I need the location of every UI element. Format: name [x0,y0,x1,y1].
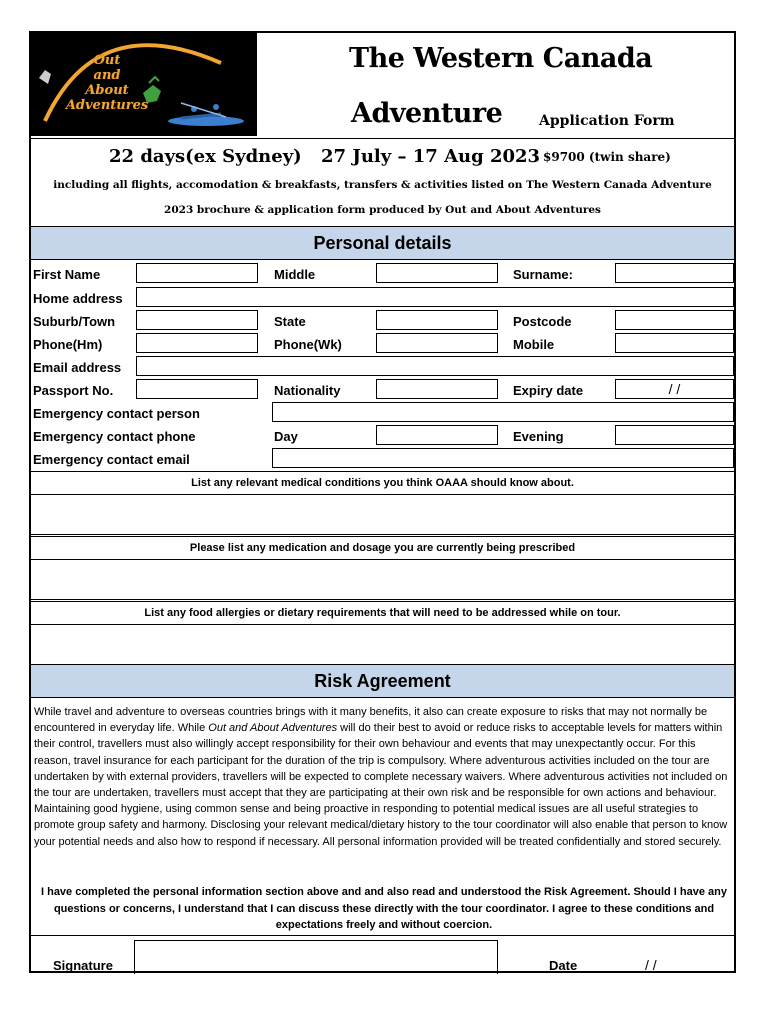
nationality-field[interactable] [376,379,498,399]
emergency-person-label: Emergency contact person [33,406,200,421]
suburb-field[interactable] [136,310,258,330]
date-field[interactable]: / / [645,957,657,973]
suburb-label: Suburb/Town [33,314,116,329]
nationality-label: Nationality [274,383,341,398]
postcode-field[interactable] [615,310,734,330]
phone-hm-label: Phone(Hm) [33,337,103,352]
allergies-heading: List any food allergies or dietary requirements that will need to be addressed while on tour. [31,601,734,625]
expiry-date-field[interactable]: / / [615,379,734,399]
medication-field[interactable] [31,560,734,600]
phone-wk-field[interactable] [376,333,498,353]
personal-details-heading: Personal details [31,226,734,260]
emergency-phone-label: Emergency contact phone [33,429,196,444]
emergency-person-field[interactable] [272,402,734,422]
surname-field[interactable] [615,263,734,283]
surname-label: Surname: [513,267,573,282]
day-label: Day [274,429,298,444]
title-line1: The Western Canada [349,43,653,74]
postcode-label: Postcode [513,314,572,329]
title-line2: Adventure [351,98,503,129]
day-phone-field[interactable] [376,425,498,445]
medication-heading: Please list any medication and dosage you are currently being prescribed [31,536,734,560]
risk-agreement-text: While travel and adventure to overseas countries brings with it many benefits, it also can create exposure to risks that may not normally be encountered in everyday life. While Out and About Adventures will do their best to avoid or reduce risks to acceptable levels for matters within their control, travellers must also willingly accept responsibility for their own behaviour and events that may unexpectantly occur. For this reason, travel insurance for each participant for the duration of the trip is compulsory. Where adventurous activities included on the tour are undertaken by with external providers, travellers will be expected to complete necessary waivers. Where adventurous activities not included on the tour are undertaken, travellers must accept that they are participating at their own risk and be responsible for own actions and behaviour. Maintaining good hygiene, using common sense and being proactive in responding to potential medical issues are all useful strategies to promote group safety and harmony. Disclosing your relevant medical/dietary history to the tour coordinator will also enable that person to know your potential needs and also how to respond if necessary. All personal information provided will be treated confidentially and stored securely. [34,706,728,848]
first-name-label: First Name [33,267,101,282]
expiry-label: Expiry date [513,383,584,398]
trip-dates: 27 July – 17 Aug 2023 [321,146,541,167]
medical-conditions-field[interactable] [31,495,734,535]
passport-field[interactable] [136,379,258,399]
evening-phone-field[interactable] [615,425,734,445]
home-address-field[interactable] [136,287,734,307]
emergency-email-field[interactable] [272,448,734,468]
middle-name-field[interactable] [376,263,498,283]
signature-field[interactable] [134,940,498,974]
email-label: Email address [33,360,122,375]
evening-label: Evening [513,429,564,444]
trip-price: $9700 (twin share) [543,150,671,164]
passport-label: Passport No. [33,383,114,398]
company-name-italic: Out and About Adventures [208,722,338,735]
first-name-field[interactable] [136,263,258,283]
logo [31,33,257,136]
home-address-label: Home address [33,291,123,306]
mobile-field[interactable] [615,333,734,353]
date-label: Date [549,958,578,973]
signature-label: Signature [53,958,113,973]
includes-line2: 2023 brochure & application form produced by Out and About Adventures [164,204,601,216]
risk-agreement-heading: Risk Agreement [31,664,734,698]
header-divider [31,138,734,139]
email-field[interactable] [136,356,734,376]
trip-days: 22 days(ex Sydney) [109,146,302,167]
phone-wk-label: Phone(Wk) [274,337,342,352]
emergency-email-label: Emergency contact email [33,452,190,467]
state-field[interactable] [376,310,498,330]
state-label: State [274,314,306,329]
middle-label: Middle [274,267,316,282]
application-form-label: Application Form [539,113,675,129]
application-form [29,31,736,973]
logo-text: Out and About Adventures [65,53,149,113]
allergies-field[interactable] [31,625,734,663]
agreement-statement: I have completed the personal information section above and and also read and understood the Risk Agreement. Should I have any questions or concerns, I understand that I can discuss these directly with the tour coordinator. I agree to these conditions and expectations freely and without coercion. [40,886,727,931]
mobile-label: Mobile [513,337,555,352]
phone-hm-field[interactable] [136,333,258,353]
medical-conditions-heading: List any relevant medical conditions you think OAAA should know about. [31,471,734,495]
signature-row [31,935,734,973]
includes-line1: including all flights, accomodation & breakfasts, transfers & activities listed on The Western Canada Adventure [53,179,712,191]
